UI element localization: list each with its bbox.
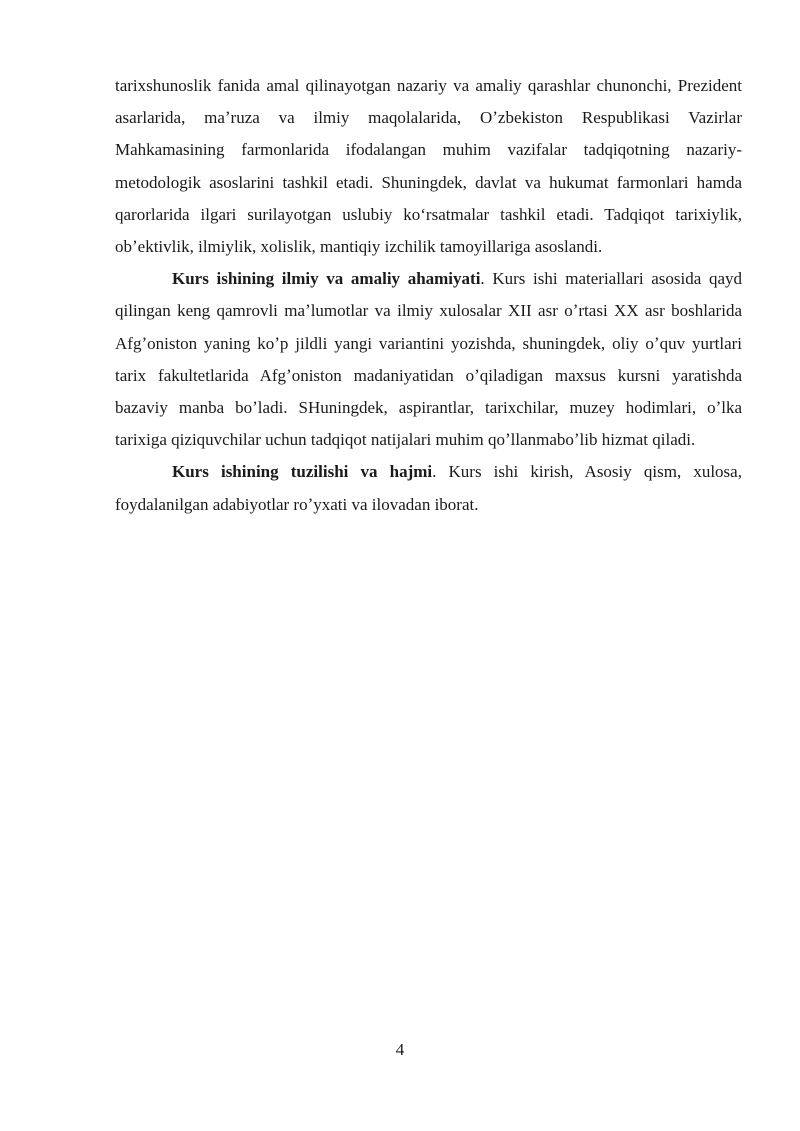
paragraph-structure-heading: Kurs ishining tuzilishi va hajmi — [172, 462, 433, 482]
paragraph-significance-text: . Kurs ishi materiallari asosida qayd qilingan keng qamrovli maʼlumotlar va ilmiy xulosalar XII asr oʼrtasi XX asr boshlarida Afgʼoniston yaning koʼp jildli yangi variantini yozishda, shuningdek, oliy oʼquv yurtlari tarix fakultetlarida Afgʼoniston madaniyatidan oʼqiladigan maxsus kursni yaratishda bazaviy manba boʼladi. SHuningdek, aspirantlar, tarixchilar, muzey hodimlari, oʼlka tarixiga qiziquvchilar uchun tadqiqot natijalari muhim qoʼllanmaboʼlib hizmat qiladi. — [115, 269, 742, 450]
page-number: 4 — [395, 1040, 405, 1059]
paragraph-structure — [115, 456, 742, 520]
paragraph-structure-text: . Kurs ishi kirish, Asosiy qism, xulosa, foydalanilgan adabiyotlar roʼyxati va ilovadan iborat. — [115, 462, 742, 514]
page-body — [115, 70, 742, 521]
paragraph-methodology — [115, 70, 742, 263]
paragraph-significance-heading: Kurs ishining ilmiy va amaliy ahamiyati — [172, 269, 481, 289]
paragraph-methodology-text: tarixshunoslik fanida amal qilinayotgan nazariy va amaliy qarashlar chunonchi, Prezident asarlarida, maʼruza va ilmiy maqolalarida, Oʼzbekiston Respublikasi Vazirlar Mahkamasining farmonlarida ifodalangan muhim vazifalar tadqiqotning nazariy-metodologik asoslarini tashkil etadi. Shuningdek, davlat va hukumat farmonlari hamda qarorlarida ilgari surilayotgan uslubiy ko‘rsatmalar tashkil etadi. Tadqiqot tarixiylik, obʼektivlik, ilmiylik, xolislik, mantiqiy izchilik tamoyillariga asoslandi. — [115, 76, 742, 257]
paragraph-significance — [115, 263, 742, 456]
